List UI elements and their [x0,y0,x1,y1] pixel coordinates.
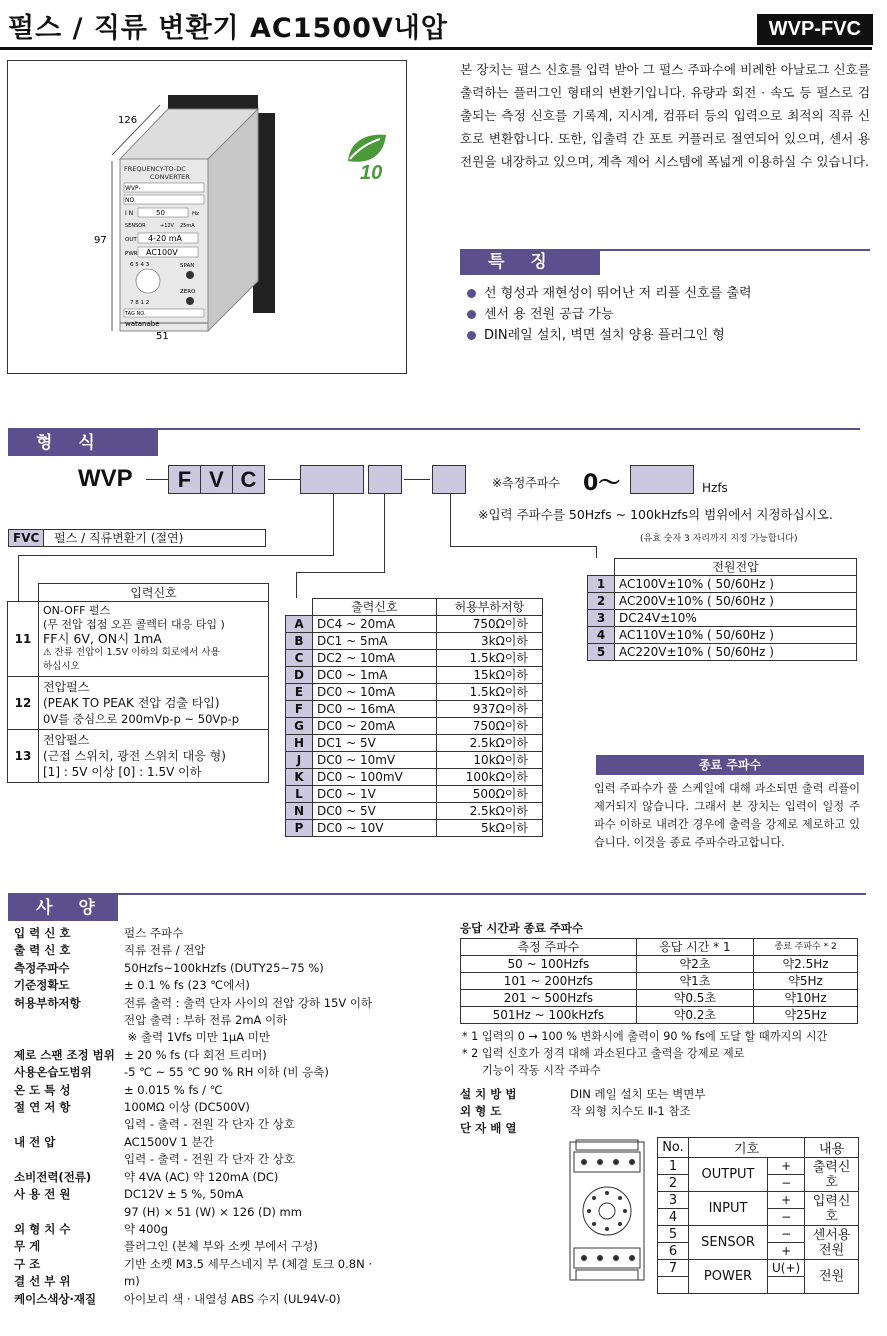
terminal-content: 센서용 전원 [805,1226,859,1260]
output-code: L [286,786,313,803]
dim-width: 126 [118,115,138,126]
terminal-no: 2 [658,1175,689,1192]
terminal-content: 전원 [805,1260,859,1294]
terminal-no: 5 [658,1226,689,1243]
response-cell: 101 ~ 200Hzfs [461,973,637,990]
model-heading [8,430,158,456]
output-code: P [286,820,313,837]
power-code: 1 [588,576,615,593]
load-resistance: 1.5kΩ이하 [436,650,542,667]
feature-item: DIN레일 설치, 벽면 설치 양용 플러그인 형 [467,325,752,346]
spec-row [14,1256,434,1273]
spec-row [14,1238,434,1255]
response-cell: 501Hz ~ 100kHzfs [461,1007,637,1024]
table-row [286,769,543,786]
table-row [286,718,543,735]
spec-row [14,995,434,1012]
spec-value: 플러그인 (본체 부와 소켓 부에서 구성) [124,1239,318,1254]
terminal-symbol: OUTPUT [689,1158,768,1192]
freq-label: ※측정주파수 [492,476,561,490]
response-cell: 약2.5Hz [754,956,858,973]
load-resistance: 500Ω이하 [436,786,542,803]
power-voltage: AC220V±10% ( 50/60Hz ) [615,644,857,661]
load-resistance: 1.5kΩ이하 [436,684,542,701]
feature-item: 선 형성과 재현성이 뛰어난 저 리플 신호를 출력 [467,283,752,304]
load-resistance: 937Ω이하 [436,701,542,718]
device-label-17: TAG NO. [125,311,146,317]
table-row [286,735,543,752]
device-label-13: PWR [125,251,138,257]
install-value: 작 외형 치수도 Ⅱ-1 참조 [570,1104,691,1118]
load-resistance: 15kΩ이하 [436,667,542,684]
table-row [658,1158,859,1175]
spec-label: 입 력 신 호 [14,926,71,940]
spec-value: 97 (H) × 51 (W) × 126 (D) mm [124,1204,302,1219]
spec-value: ± 0.015 % fs / ℃ [124,1082,223,1097]
output-signal: DC2 ~ 10mA [313,650,437,667]
table-row [286,803,543,820]
table-row [8,677,269,730]
input-line: (PEAK TO PEAK 전압 검출 타입) [43,696,220,710]
terminal-no: 7 [658,1260,689,1277]
device-label-8: SENSOR [125,223,146,229]
table-row [8,602,269,677]
feature-item: 센서 용 전원 공급 가능 [467,304,752,325]
terminal-sign: + [768,1243,805,1260]
device-label-6: 50 [156,209,165,217]
spec-value: DC12V ± 5 %, 50mA [124,1187,244,1202]
response-title: 응답 시간과 종료 주파수 [460,921,584,935]
fvc-row [8,529,266,547]
output-signal: DC1 ~ 5mA [313,633,437,650]
install-label: 단 자 배 열 [460,1121,517,1135]
freq-box [630,465,694,494]
response-cell: 약25Hz [754,1007,858,1024]
dash-line [404,479,430,480]
spec-label: 사용온습도범위 [14,1065,92,1080]
spec-value: 입력 - 출력 - 전원 각 단자 간 상호 [124,1152,295,1167]
response-cell: 약0.2초 [636,1007,753,1024]
spec-label: 소비전력(전류) [14,1169,92,1184]
input-line: ⚠ 잔류 전압이 1.5V 이하의 회로에서 사용 [43,647,220,658]
end-freq-text: 입력 주파수가 풀 스케일에 대해 과소되면 출력 리플이 제거되지 않습니다. 그래서 본 장치는 입력이 일정 주파수 이하로 내려간 경우에 출력을 강제로 제로하고 있습니다. 이것을 종료 주파수라고합니다. [594,782,860,849]
power-table-header: 전원전압 [615,559,857,576]
input-line: 하십시오 [43,661,80,672]
response-cell: 약0.5초 [636,990,753,1007]
terminal-content: 입력신호 [805,1192,859,1226]
dim-height: 97 [94,235,107,246]
model-prefix: WVP [78,465,133,492]
install-info [460,1086,705,1137]
power-code-box [432,465,466,494]
terminal-sign: U(+) [768,1260,805,1277]
terminal-symbol: SENSOR [689,1226,768,1260]
spec-label: 허용부하저항 [14,995,81,1010]
device-label-18: watanabe [125,320,160,328]
input-line: ON-OFF 펄스 [43,604,111,617]
spec-value: 입력 - 출력 - 전원 각 단자 간 상호 [124,1117,295,1132]
device-label-4: NO. [125,197,136,204]
connector-line [333,494,334,556]
power-voltage: AC110V±10% ( 50/60Hz ) [615,627,857,644]
load-resistance: 750Ω이하 [436,718,542,735]
output-table-header: 허용부하저항 [436,599,542,616]
response-note-2: * 2 입력 신호가 정격 대해 과소된다고 출력을 강제로 제로 [462,1047,745,1060]
output-signal: DC0 ~ 10V [313,820,437,837]
output-code: G [286,718,313,735]
spec-row [14,960,434,977]
spec-value: 펄스 주파수 [124,926,184,940]
spec-row [14,1169,434,1186]
table-row [588,627,857,644]
spec-label: 출 력 신 호 [14,943,71,958]
input-code: 11 [8,602,39,677]
output-signal: DC1 ~ 5V [313,735,437,752]
spec-value: 50Hzfs~100kHzfs (DUTY25~75 %) [124,960,324,975]
output-code: H [286,735,313,752]
connector-line [384,494,385,572]
table-row [286,701,543,718]
power-voltage: AC100V±10% ( 50/60Hz ) [615,576,857,593]
spec-label: 절 연 저 항 [14,1100,71,1115]
eco-leaf-icon [348,135,386,162]
device-label-14: AC100V [146,248,178,257]
input-line: (무 전압 접점 오픈 콜렉터 대응 타입 ) [43,618,225,631]
output-code: D [286,667,313,684]
device-label-1: FREQUENCY-TO-DC [124,165,186,173]
features-rule [460,249,870,251]
connector-line [596,546,597,558]
connector-line [18,555,334,556]
load-resistance: 10kΩ이하 [436,752,542,769]
spec-rule [8,893,866,895]
input-line: 전압펄스 [43,680,90,694]
output-code-box [368,465,402,494]
output-code: K [286,769,313,786]
spec-label: 측정주파수 [14,960,70,975]
output-code: F [286,701,313,718]
device-label-12: 4-20 mA [148,234,182,243]
spec-row [14,1082,434,1099]
device-label-9: +12V [160,223,174,229]
device-label-7: Hz [192,211,200,217]
fvc-code: FVC [9,530,44,546]
spec-value: AC1500V 1 분간 [124,1134,214,1149]
spec-row [14,1029,434,1046]
terminal-no: 3 [658,1192,689,1209]
input-table-header: 입력신호 [39,584,269,602]
terminal-no: 1 [658,1158,689,1175]
model-box-c: C [232,465,265,494]
output-signal: DC0 ~ 10mV [313,752,437,769]
table-row [588,610,857,627]
spec-value: -5 ℃ ~ 55 ℃ 90 % RH 이하 (비 응축) [124,1065,329,1080]
response-table [460,938,858,1024]
table-row [658,1260,859,1277]
power-voltage: AC200V±10% ( 50/60Hz ) [615,593,857,610]
terminal-sign: + [768,1158,805,1175]
spec-heading [8,895,118,921]
spec-label: 내 전 압 [14,1134,56,1149]
table-row [286,633,543,650]
spec-row [14,1047,434,1064]
table-row [286,650,543,667]
table-row [8,730,269,783]
spec-label: 제로 스팬 조정 범위 [14,1047,115,1062]
spec-value: 100MΩ 이상 (DC500V) [124,1100,250,1115]
output-code: N [286,803,313,820]
table-row [588,593,857,610]
table-row [461,956,858,973]
spec-value: ※ 출력 1Vfs 미만 1μA 미만 [124,1030,270,1045]
table-row [588,644,857,661]
fvc-desc: 펄스 / 직류변환기 (절연) [54,531,184,545]
spec-row [14,1064,434,1081]
dim-depth: 51 [156,331,169,342]
device-label-11: OUT [125,237,137,243]
model-heading-text: 형 식 [36,433,105,453]
spec-label: 케이스색상·재질 [14,1291,97,1306]
terminal-no [658,1277,689,1294]
output-signal: DC0 ~ 20mA [313,718,437,735]
spec-value: 약 400g [124,1221,169,1236]
device-label-19: 6 5 4 3 [130,262,150,268]
dash-line [146,479,168,480]
spec-row [14,1012,434,1029]
response-cell: 약1초 [636,973,753,990]
spec-label: 외 형 치 수 [14,1221,71,1236]
table-row [286,786,543,803]
spec-row [14,1099,434,1116]
load-resistance: 5kΩ이하 [436,820,542,837]
terminal-table [657,1137,859,1294]
input-line: 전압펄스 [43,733,90,747]
product-photo [7,60,407,374]
spec-value: 직류 전류 / 전압 [124,943,206,958]
terminal-sign: + [768,1192,805,1209]
device-label-2: CONVERTER [150,173,190,181]
freq-unit: Hzfs [702,481,728,495]
input-line: FF시 6V, ON시 1mA [43,631,162,646]
input-code: 13 [8,730,39,783]
output-signal: DC0 ~ 1mA [313,667,437,684]
spec-value: 약 4VA (AC) 약 120mA (DC) [124,1169,279,1184]
device-label-15: SPAN [180,263,195,269]
model-rule [8,428,860,430]
power-voltage-table [587,558,857,661]
spec-label: 무 게 [14,1239,41,1254]
power-code: 2 [588,593,615,610]
dash-line [268,479,300,480]
spec-row [14,1116,434,1133]
terminal-no: 4 [658,1209,689,1226]
load-resistance: 2.5kΩ이하 [436,803,542,820]
table-row [286,752,543,769]
table-row [286,684,543,701]
terminal-header: 내용 [805,1138,859,1158]
table-row [286,616,543,633]
page-title: 펄스 / 직류 변환기 AC1500V내압 [8,13,448,44]
response-cell: 약10Hz [754,990,858,1007]
connector-line [450,494,451,546]
table-row [461,990,858,1007]
table-row [461,973,858,990]
table-row [286,667,543,684]
spec-value: m) [124,1274,140,1289]
spec-value: 기반 소켓 M3.5 세무스네지 부 (체결 토크 0.8N · [124,1256,373,1271]
terminal-header: 기호 [689,1138,805,1158]
spec-value: 아이보리 색 · 내열성 ABS 수지 (UL94V-0) [124,1291,341,1306]
spec-value: 전압 출력 : 부하 전류 2mA 이하 [124,1013,288,1028]
spec-row [14,1151,434,1168]
connector-line [296,572,297,598]
device-label-5: I N [125,210,134,217]
terminal-header: No. [658,1138,689,1158]
output-signal: DC0 ~ 5V [313,803,437,820]
input-line: [1] : 5V 이상 [0] : 1.5V 이하 [43,765,202,779]
terminal-symbol: POWER [689,1260,768,1294]
connector-line [450,546,596,547]
terminal-sign: − [768,1226,805,1243]
end-freq-heading: 종료 주파수 [596,755,864,775]
connector-line [296,572,385,573]
bullet-icon [467,331,476,340]
table-row [461,1007,858,1024]
spec-row [14,1221,434,1238]
spec-row [14,1291,434,1308]
output-signal-table [285,598,543,837]
load-resistance: 3kΩ이하 [436,633,542,650]
spec-list [14,925,434,1308]
spec-row [14,1186,434,1203]
device-label-20: 7 8 1 2 [130,300,150,306]
spec-value: 전류 출력 : 출력 단자 사이의 전압 강하 15V 이하 [124,995,373,1010]
terminal-symbol: INPUT [689,1192,768,1226]
power-code: 3 [588,610,615,627]
output-code: A [286,616,313,633]
spec-label: 결 선 부 위 [14,1274,71,1289]
device-label-16: ZERO [180,289,196,295]
response-header: 측정 주파수 [461,939,637,956]
freq-note: ※입력 주파수를 50Hzfs ~ 100kHzfs의 범위에서 지정하십시오. [478,507,833,522]
spec-label: 사 용 전 원 [14,1187,71,1202]
eco-badge-number: 10 [360,162,383,184]
power-voltage: DC24V±10% [615,610,857,627]
response-header: 응답 시간 * 1 [636,939,753,956]
output-table-header: 출력신호 [313,599,437,616]
features-heading [460,249,600,275]
response-cell: 201 ~ 500Hzfs [461,990,637,1007]
bullet-icon [467,310,476,319]
product-illustration [8,61,406,373]
output-code: J [286,752,313,769]
load-resistance: 2.5kΩ이하 [436,735,542,752]
power-code: 5 [588,644,615,661]
freq-note-2: (유효 숫자 3 자리까지 지정 가능합니다) [640,534,798,544]
response-note-1: * 1 입력의 0 → 100 % 변화시에 출력이 90 % fs에 도달 할 때까지의 시간 [462,1030,828,1043]
product-description: 본 장치는 펄스 신호를 입력 받아 그 펄스 주파수에 비례한 아날로그 신호를 출력하는 플러그인 형태의 변환기입니다. 유량과 회전 · 속도 등 펄스로 검출되는 측정 신호를 기록계, 지시계, 컴퓨터 등의 입력으로 최적의 직류 신호로 변환합니다. 또한, 입출력 간 포토 커플러로 절연되어 있으며, 센서 용 전원을 내장하고 있으며, 계측 제어 시스템에 폭넓게 이용하실 수 있습니다. [460,62,870,169]
power-code: 4 [588,627,615,644]
terminal-sign: − [768,1175,805,1192]
spec-value: ± 20 % fs (다 회전 트리머) [124,1047,267,1062]
model-badge: WVP-FVC [757,14,873,45]
features-list [467,283,752,346]
spec-value: ± 0.1 % fs (23 ℃에서) [124,978,250,993]
terminal-sign [768,1277,805,1294]
model-box-v: V [200,465,233,494]
output-code: E [286,684,313,701]
table-row [658,1192,859,1209]
output-signal: DC4 ~ 20mA [313,616,437,633]
response-cell: 50 ~ 100Hzfs [461,956,637,973]
device-label-10: 25mA [180,223,195,229]
bullet-icon [467,289,476,298]
input-line: 0V를 중심으로 200mVp-p ~ 50Vp-p [43,712,240,726]
input-signal-table [7,583,269,783]
spec-row [14,1204,434,1221]
spec-label: 기준정확도 [14,978,70,993]
output-signal: DC0 ~ 100mV [313,769,437,786]
load-resistance: 100kΩ이하 [436,769,542,786]
response-header: 종료 주파수 * 2 [754,939,858,956]
features-heading-text: 특 징 [488,252,557,272]
spec-row [14,942,434,959]
freq-zero: 0～ [583,471,621,496]
spec-row [14,1134,434,1151]
input-line: (근접 스위치, 광전 스위치 대응 형) [43,749,226,763]
output-code: C [286,650,313,667]
table-row [286,820,543,837]
output-signal: DC0 ~ 10mA [313,684,437,701]
output-code: B [286,633,313,650]
terminal-no: 6 [658,1243,689,1260]
install-label: 설 치 방 법 [460,1087,517,1101]
spec-label: 온 도 특 성 [14,1082,71,1097]
spec-heading-text: 사 양 [36,898,105,918]
socket-diagram [566,1136,648,1286]
input-code-box [300,465,364,494]
device-label-3: WVP- [125,185,141,192]
terminal-sign: − [768,1209,805,1226]
response-cell: 약5Hz [754,973,858,990]
output-signal: DC0 ~ 1V [313,786,437,803]
spec-row [14,977,434,994]
output-signal: DC0 ~ 16mA [313,701,437,718]
response-cell: 약2초 [636,956,753,973]
spec-row [14,1273,434,1290]
load-resistance: 750Ω이하 [436,616,542,633]
spec-row [14,925,434,942]
table-row [658,1226,859,1243]
spec-label: 구 조 [14,1256,41,1271]
table-row [588,576,857,593]
response-note-3: 기능이 작동 시작 주파수 [482,1064,601,1077]
terminal-content: 출력신호 [805,1158,859,1192]
model-box-f: F [168,465,201,494]
header-rule [0,47,872,50]
input-code: 12 [8,677,39,730]
install-value: DIN 레일 설치 또는 벽면부 [570,1087,706,1101]
install-label: 외 형 도 [460,1104,502,1118]
